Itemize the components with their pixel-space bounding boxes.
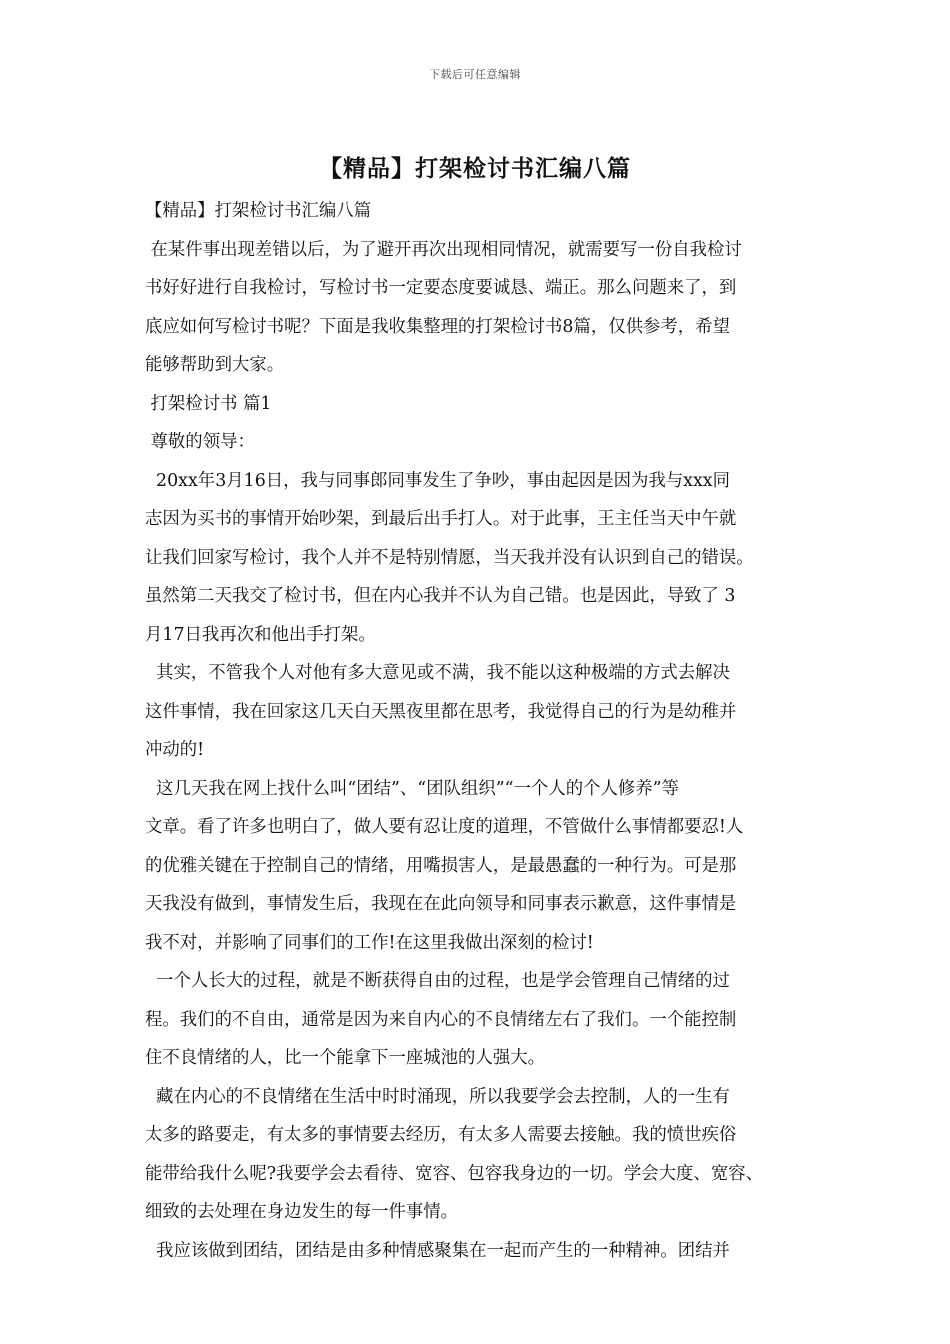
text-line: 【精品】打架检讨书汇编八篇 (145, 201, 372, 221)
text-line: 打架检讨书 篇1 (145, 393, 272, 414)
header-note: 下载后可任意编辑 (429, 68, 521, 81)
text-line: 程。我们的不自由，通常是因为来自内心的不良情绪左右了我们。一个能控制 (145, 1009, 737, 1030)
text-line: 志因为买书的事情开始吵架，到最后出手打人。对于此事，王主任当天中午就 (145, 509, 737, 529)
text-line: 在某件事出现差错以后，为了避开再次出现相同情况，就需要写一份自我检讨 (145, 239, 742, 260)
text-line: 能够帮助到大家。 (145, 355, 285, 375)
text-line: 这件事情，我在回家这几天白天黑夜里都在思考，我觉得自己的行为是幼稚并 (145, 701, 737, 722)
text-line: 底应如何写检讨书呢？下面是我收集整理的打架检讨书8篇，仅供参考，希望 (145, 316, 730, 337)
text-line: 能带给我什么呢?我要学会去看待、宽容、包容我身边的一切。学会大度、宽容、 (145, 1163, 763, 1184)
text-line: 我不对，并影响了同事们的工作!在这里我做出深刻的检讨! (145, 932, 594, 953)
text-line: 虽然第二天我交了检讨书，但在内心我并不认为自己错。也是因此，导致了 3 (145, 586, 736, 606)
text-line: 书好好进行自我检讨，写检讨书一定要态度要诚恳、端正。那么问题来了，到 (145, 278, 737, 298)
text-line: 我应该做到团结，团结是由多种情感聚集在一起而产生的一种精神。团结并 (145, 1240, 730, 1261)
text-line: 细致的去处理在身边发生的每一件事情。 (145, 1202, 459, 1222)
text-line: 文章。看了许多也明白了，做人要有忍让度的道理，不管做什么事情都要忍!人 (145, 817, 744, 837)
text-line: 其实，不管我个人对他有多大意见或不满，我不能以这种极端的方式去解决 (145, 663, 730, 683)
text-line: 月17日我再次和他出手打架。 (145, 624, 376, 645)
text-line: 这几天我在网上找什么叫“团结”、“团队组织”“一个人的个人修养”等 (145, 778, 679, 799)
text-line: 藏在内心的不良情绪在生活中时时涌现，所以我要学会去控制，人的一生有 (145, 1086, 730, 1107)
document-title: 【精品】打架检讨书汇编八篇 (319, 155, 631, 182)
text-line: 尊敬的领导： (145, 432, 255, 452)
text-line: 天我没有做到，事情发生后，我现在在此向领导和同事表示歉意，这件事情是 (145, 894, 737, 914)
text-line: 20xx年3月16日，我与同事郎同事发生了争吵，事由起因是因为我与xxx同 (145, 470, 730, 491)
text-line: 的优雅关键在于控制自己的情绪，用嘴损害人，是最愚蠢的一种行为。可是那 (145, 855, 737, 876)
text-line: 太多的路要走，有太多的事情要去经历，有太多人需要去接触。我的愤世疾俗 (145, 1125, 737, 1145)
text-line: 住不良情绪的人，比一个能拿下一座城池的人强大。 (145, 1048, 545, 1068)
document-body (145, 192, 825, 1270)
text-line: 一个人长大的过程，就是不断获得自由的过程，也是学会管理自己情绪的过 (145, 971, 730, 991)
text-line: 让我们回家写检讨，我个人并不是特别情愿，当天我并没有认识到自己的错误。 (145, 547, 754, 568)
text-line: 冲动的! (145, 740, 205, 760)
